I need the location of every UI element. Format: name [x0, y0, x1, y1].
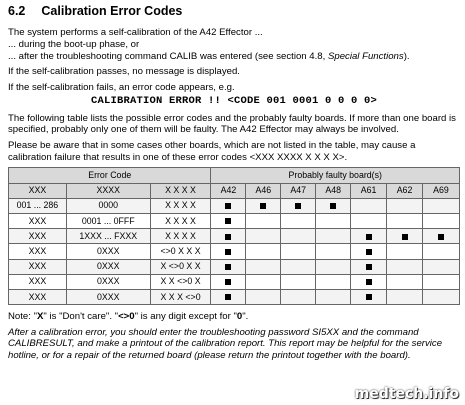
board-cell	[246, 289, 281, 304]
intro-line-3-suffix: ).	[403, 50, 410, 62]
column-header: XXXX	[66, 183, 150, 198]
table-group-header-row	[9, 168, 460, 183]
board-cell	[211, 244, 246, 259]
special-functions-ref: Special Functions	[327, 50, 404, 62]
faulty-board-mark	[366, 264, 372, 270]
column-header: A61	[351, 183, 387, 198]
boards-group-header: Probably faulty board(s)	[211, 168, 460, 183]
table-row	[9, 229, 460, 244]
intro-line-2: ... during the boot-up phase, or	[8, 38, 140, 50]
table-cell: XXX	[9, 259, 67, 274]
board-cell	[246, 259, 281, 274]
table-cell: XXX	[9, 289, 67, 304]
board-cell	[316, 289, 351, 304]
table-row	[9, 213, 460, 228]
faulty-board-mark	[225, 249, 231, 255]
table-cell: <>0 X X X	[150, 244, 211, 259]
board-cell	[351, 274, 387, 289]
column-header: A47	[281, 183, 316, 198]
note-prefix: Note: "	[8, 311, 38, 323]
intro-line-1: The system performs a self-calibration of the A42 Effector ...	[8, 27, 263, 39]
section-heading	[8, 4, 460, 19]
error-code-table	[8, 167, 460, 305]
board-cell	[316, 259, 351, 274]
table-intro: The following table lists the possible error codes and the probably faulty boards. If more than one board is specified, probably only one of them will be faulty. The A42 Effector may always be involved.	[8, 112, 456, 136]
board-cell	[316, 244, 351, 259]
column-header: A42	[211, 183, 246, 198]
board-cell	[281, 259, 316, 274]
board-cell	[316, 229, 351, 244]
faulty-board-mark	[438, 234, 444, 240]
column-header: A46	[246, 183, 281, 198]
faulty-board-mark	[295, 203, 301, 209]
note-suffix: ".	[242, 311, 249, 323]
faulty-board-mark	[225, 294, 231, 300]
board-cell	[351, 229, 387, 244]
board-cell	[246, 198, 281, 213]
board-cell	[351, 198, 387, 213]
pass-text: If the self-calibration passes, no message is displayed.	[8, 66, 240, 78]
table-column-header-row	[9, 183, 460, 198]
board-cell	[316, 198, 351, 213]
note-text	[8, 311, 460, 323]
table-cell: X X <>0 X	[150, 274, 211, 289]
board-cell	[281, 244, 316, 259]
note-x: X	[37, 311, 44, 323]
board-cell	[422, 198, 459, 213]
table-cell: X X X <>0	[150, 289, 211, 304]
table-cell: XXX	[9, 274, 67, 289]
board-cell	[351, 213, 387, 228]
section-title: Calibration Error Codes	[41, 4, 183, 18]
table-cell: 0XXX	[66, 289, 150, 304]
note-not-zero: <>0	[118, 311, 135, 323]
faulty-board-mark	[366, 234, 372, 240]
board-cell	[387, 274, 423, 289]
table-body	[9, 198, 460, 304]
intro-line-3-prefix: ... after the troubleshooting command CALIB was entered (see section 4.8,	[8, 50, 328, 62]
error-code-group-header: Error Code	[9, 168, 211, 183]
note-middle-2: " is any digit except for "	[134, 311, 237, 323]
table-cell: 0XXX	[66, 259, 150, 274]
faulty-board-mark	[330, 203, 336, 209]
warning-text: Please be aware that in some cases other boards, which are not listed in the table, may cause a calibration failure that results in one of these error codes <XXX XXXX X X X X>.	[8, 139, 416, 163]
table-cell: 1XXX ... FXXX	[66, 229, 150, 244]
board-cell	[387, 198, 423, 213]
board-cell	[422, 229, 459, 244]
board-cell	[387, 289, 423, 304]
board-cell	[281, 229, 316, 244]
faulty-board-mark	[366, 279, 372, 285]
faulty-board-mark	[225, 279, 231, 285]
error-code-example: CALIBRATION ERROR !! <CODE 001 0001 0 0 0 0>	[90, 94, 378, 107]
board-cell	[387, 259, 423, 274]
table-cell: 0001 ... 0FFF	[66, 213, 150, 228]
board-cell	[422, 289, 459, 304]
table-cell: X <>0 X X	[150, 259, 211, 274]
section-number: 6.2	[8, 4, 26, 18]
faulty-board-mark	[260, 203, 266, 209]
board-cell	[211, 289, 246, 304]
table-row	[9, 274, 460, 289]
column-header: X X X X	[150, 183, 211, 198]
faulty-board-mark	[366, 249, 372, 255]
table-cell: 001 ... 286	[9, 198, 67, 213]
fail-text: If the self-calibration fails, an error code appears, e.g.	[8, 82, 235, 94]
board-cell	[246, 244, 281, 259]
board-cell	[211, 213, 246, 228]
table-cell: XXX	[9, 229, 67, 244]
table-cell: XXX	[9, 244, 67, 259]
board-cell	[211, 229, 246, 244]
board-cell	[351, 244, 387, 259]
table-cell: X X X X	[150, 229, 211, 244]
table-cell: 0000	[66, 198, 150, 213]
board-cell	[387, 229, 423, 244]
note-zero: 0	[236, 311, 243, 323]
table-cell: 0XXX	[66, 244, 150, 259]
board-cell	[281, 213, 316, 228]
board-cell	[211, 259, 246, 274]
board-cell	[281, 198, 316, 213]
table-row	[9, 259, 460, 274]
faulty-board-mark	[225, 264, 231, 270]
table-row	[9, 198, 460, 213]
watermark: medtech.info	[354, 385, 459, 402]
table-cell: X X X X	[150, 213, 211, 228]
faulty-board-mark	[402, 234, 408, 240]
board-cell	[211, 274, 246, 289]
board-cell	[422, 213, 459, 228]
board-cell	[246, 274, 281, 289]
board-cell	[422, 259, 459, 274]
faulty-board-mark	[225, 234, 231, 240]
board-cell	[316, 274, 351, 289]
board-cell	[351, 259, 387, 274]
board-cell	[246, 213, 281, 228]
faulty-board-mark	[225, 203, 231, 209]
board-cell	[351, 289, 387, 304]
board-cell	[316, 213, 351, 228]
table-row	[9, 289, 460, 304]
board-cell	[281, 289, 316, 304]
board-cell	[211, 198, 246, 213]
column-header: A48	[316, 183, 351, 198]
board-cell	[246, 229, 281, 244]
board-cell	[387, 244, 423, 259]
column-header: A62	[387, 183, 423, 198]
column-header: XXX	[9, 183, 67, 198]
document-page	[8, 4, 460, 366]
table-cell: 0XXX	[66, 274, 150, 289]
table-cell: X X X X	[150, 198, 211, 213]
after-error-text: After a calibration error, you should enter the troubleshooting password SI5XX and the command CALIBRESULT, and make a printout of the calibration report. This report may be helpful for the service hotline, or for a repair of the returned board (please return the printout together with the board).	[8, 326, 443, 362]
faulty-board-mark	[225, 218, 231, 224]
table-row	[9, 244, 460, 259]
board-cell	[281, 274, 316, 289]
faulty-board-mark	[366, 294, 372, 300]
board-cell	[422, 244, 459, 259]
table-cell: XXX	[9, 213, 67, 228]
board-cell	[387, 213, 423, 228]
column-header: A69	[422, 183, 459, 198]
note-middle: " is "Don't care". "	[43, 311, 119, 323]
intro-paragraph	[8, 27, 460, 62]
board-cell	[422, 274, 459, 289]
